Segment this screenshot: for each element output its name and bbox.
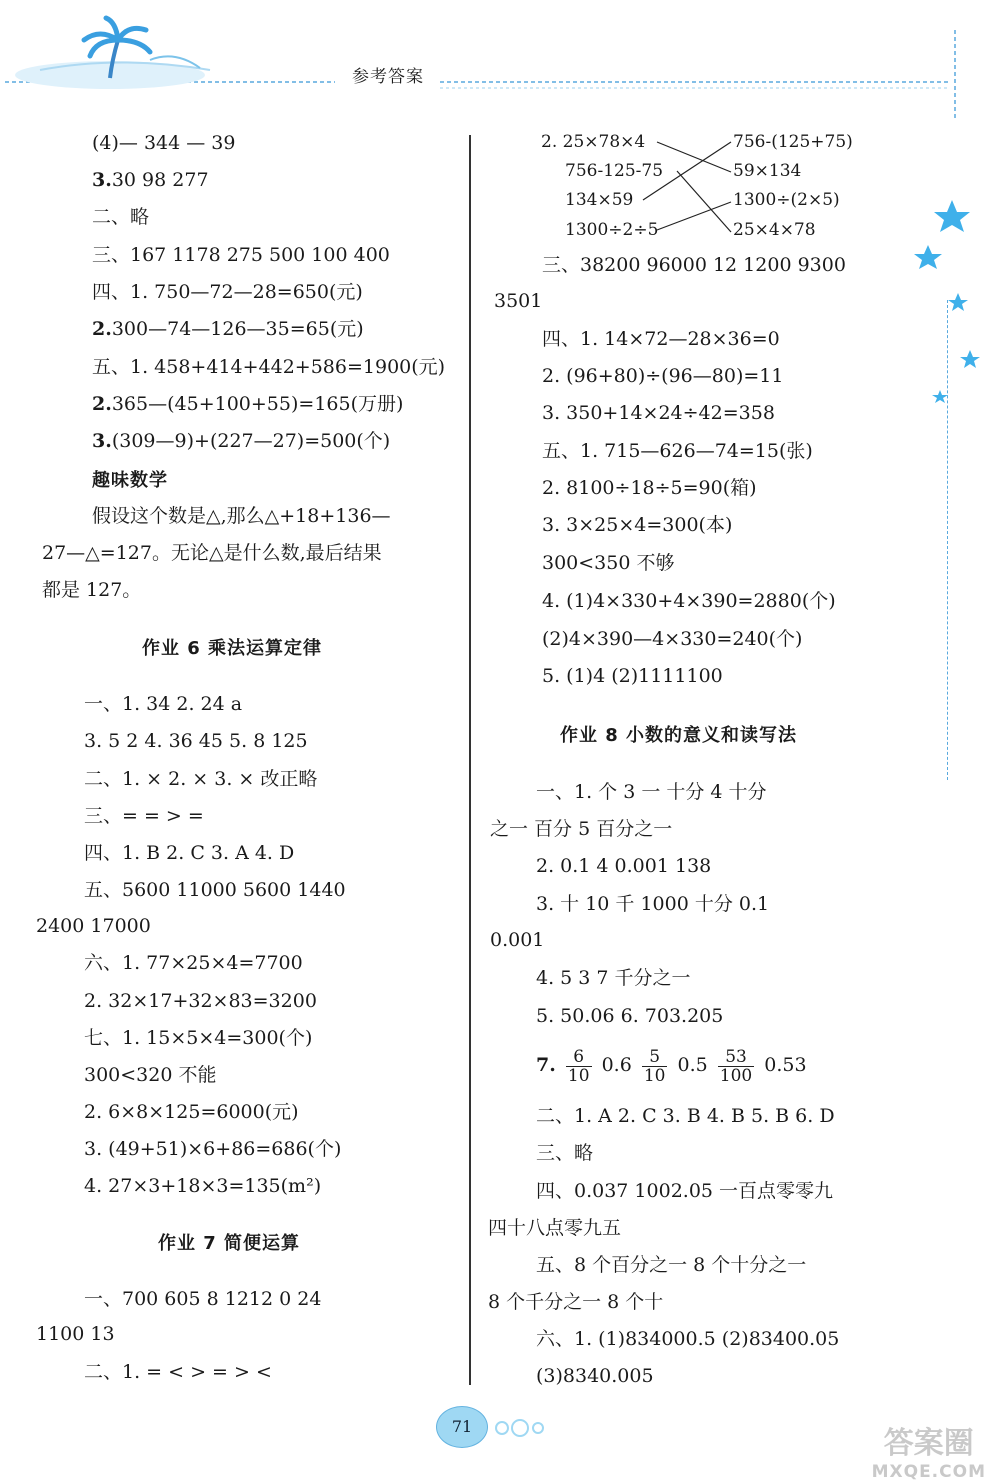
match-left-item: 756-125-75	[565, 161, 664, 181]
match-right-item: 1300÷(2×5)	[733, 190, 840, 210]
answer-line: 四、1. B 2. C 3. A 4. D	[84, 842, 295, 864]
answer-line: 四、1. 14×72—28×36=0	[542, 328, 780, 350]
match-left-item: 2. 25×78×4	[541, 132, 646, 152]
bubble-decoration	[492, 1412, 552, 1442]
answer-line: 五、1. 715—626—74=15(张)	[542, 440, 813, 462]
answer-line: 2. 0.1 4 0.001 138	[536, 855, 712, 877]
answer-line: 4. (1)4×330+4×390=2880(个)	[542, 590, 836, 612]
answer-line: 2.300—74—126—35=65(元)	[92, 318, 364, 340]
answer-line: 五、5600 11000 5600 1440	[84, 879, 346, 901]
paragraph-line: 27—△=127。无论△是什么数,最后结果	[42, 542, 382, 564]
match-right-item: 59×134	[733, 161, 802, 181]
match-right-item: 25×4×78	[733, 220, 816, 240]
side-dashed-line	[947, 300, 948, 780]
answer-line: 3. 3×25×4=300(本)	[542, 514, 733, 536]
star-decoration	[900, 190, 1000, 420]
page-number: 71	[436, 1406, 488, 1448]
match-left-item: 1300÷2÷5	[565, 220, 659, 240]
column-divider	[469, 135, 471, 1385]
match-right-item: 756-(125+75)	[733, 132, 853, 152]
answer-line: 二、略	[92, 206, 150, 228]
fraction: $\frac{5}{10}$	[643, 1046, 666, 1086]
answer-line: (3)8340.005	[536, 1365, 654, 1387]
answer-line: 六、1. (1)834000.5 (2)83400.05	[536, 1328, 840, 1350]
fraction: $\frac{6}{10}$	[567, 1046, 590, 1086]
section-title-hw7: 作业 7 简便运算	[158, 1233, 301, 1254]
match-left-item: 134×59	[565, 190, 634, 210]
answer-line: 一、1. 34 2. 24 a	[84, 693, 243, 715]
answer-line: 二、1. = < > = > <	[84, 1361, 272, 1383]
answer-line: 2. 6×8×125=6000(元)	[84, 1101, 299, 1123]
answer-line: 五、8 个百分之一 8 个十分之一	[536, 1254, 807, 1276]
answer-line: 3. (49+51)×6+86=686(个)	[84, 1138, 342, 1160]
answer-line: 3. 十 10 千 1000 十分 0.1	[536, 893, 770, 915]
answer-line: (4)— 344 — 39	[92, 132, 236, 154]
answer-line: 三、略	[536, 1142, 594, 1164]
answer-line: 二、1. A 2. C 3. B 4. B 5. B 6. D	[536, 1105, 835, 1127]
answer-line: (2)4×390—4×330=240(个)	[542, 628, 803, 650]
answer-line: 一、700 605 8 1212 0 24	[84, 1288, 322, 1310]
answer-line: 4. 27×3+18×3=135(m²)	[84, 1175, 322, 1197]
star-icon	[932, 390, 948, 403]
fraction: $\frac{53}{100}$	[719, 1046, 753, 1086]
answer-line: 之一 百分 5 百分之一	[490, 818, 673, 840]
section-title-fun-math: 趣味数学	[92, 470, 168, 491]
match-lines	[535, 128, 865, 246]
paragraph-line: 都是 127。	[42, 579, 142, 601]
answer-line: 0.001	[490, 929, 545, 951]
answer-line: 三、38200 96000 12 1200 9300	[542, 254, 846, 276]
answer-line: 1100 13	[36, 1323, 115, 1345]
answer-line: 5. 50.06 6. 703.205	[536, 1005, 724, 1027]
answer-line: 四、1. 750—72—28=650(元)	[92, 281, 363, 303]
section-title-hw6: 作业 6 乘法运算定律	[142, 638, 323, 659]
answer-line: 2. 32×17+32×83=3200	[84, 990, 317, 1012]
star-icon	[934, 200, 970, 232]
answer-line: 七、1. 15×5×4=300(个)	[84, 1027, 313, 1049]
answer-line: 2. (96+80)÷(96—80)=11	[542, 365, 784, 387]
answer-line: 3. 350+14×24÷42=358	[542, 402, 775, 424]
answer-line: 4. 5 3 7 千分之一	[536, 967, 691, 989]
header-decoration	[0, 0, 1000, 120]
answer-line: 二、1. × 2. × 3. × 改正略	[84, 768, 318, 790]
answer-line: 四十八点零九五	[488, 1217, 622, 1239]
watermark-logo: 答案圈 MXQE.COM	[871, 1426, 986, 1482]
answer-line: 300<320 不能	[84, 1064, 217, 1086]
answer-line: 四、0.037 1002.05 一百点零零九	[536, 1180, 834, 1202]
answer-line: 2.365—(45+100+55)=165(万册)	[92, 393, 404, 415]
star-icon	[960, 350, 980, 368]
star-icon	[914, 245, 942, 269]
answer-line: 一、1. 个 3 一 十分 4 十分	[536, 781, 767, 803]
answer-line: 六、1. 77×25×4=7700	[84, 952, 303, 974]
answer-line: 8 个千分之一 8 个十	[488, 1291, 664, 1313]
answer-line: 三、= = > =	[84, 805, 204, 827]
star-icon	[948, 293, 968, 311]
answer-line: 3.(309—9)+(227—27)=500(个)	[92, 430, 391, 452]
answer-line: 2400 17000	[36, 915, 151, 937]
answer-line: 300<350 不够	[542, 552, 675, 574]
fraction-answer-line: 7. $\frac{6}{10}$ 0.6 $\frac{5}{10}$ 0.5 $\frac{53}{100}$ 0.53	[536, 1046, 807, 1086]
answer-line: 5. (1)4 (2)1111100	[542, 665, 723, 687]
answer-line: 五、1. 458+414+442+586=1900(元)	[92, 356, 446, 378]
answer-line: 3.30 98 277	[92, 169, 209, 191]
paragraph-line: 假设这个数是△,那么△+18+136—	[92, 505, 391, 527]
header-title: 参考答案	[352, 67, 424, 87]
section-title-hw8: 作业 8 小数的意义和读写法	[560, 725, 798, 746]
answer-line: 2. 8100÷18÷5=90(箱)	[542, 477, 757, 499]
matching-exercise	[535, 128, 865, 246]
answer-line: 3. 5 2 4. 36 45 5. 8 125	[84, 730, 308, 752]
answer-line: 三、167 1178 275 500 100 400	[92, 244, 390, 266]
answer-line: 3501	[494, 290, 543, 312]
